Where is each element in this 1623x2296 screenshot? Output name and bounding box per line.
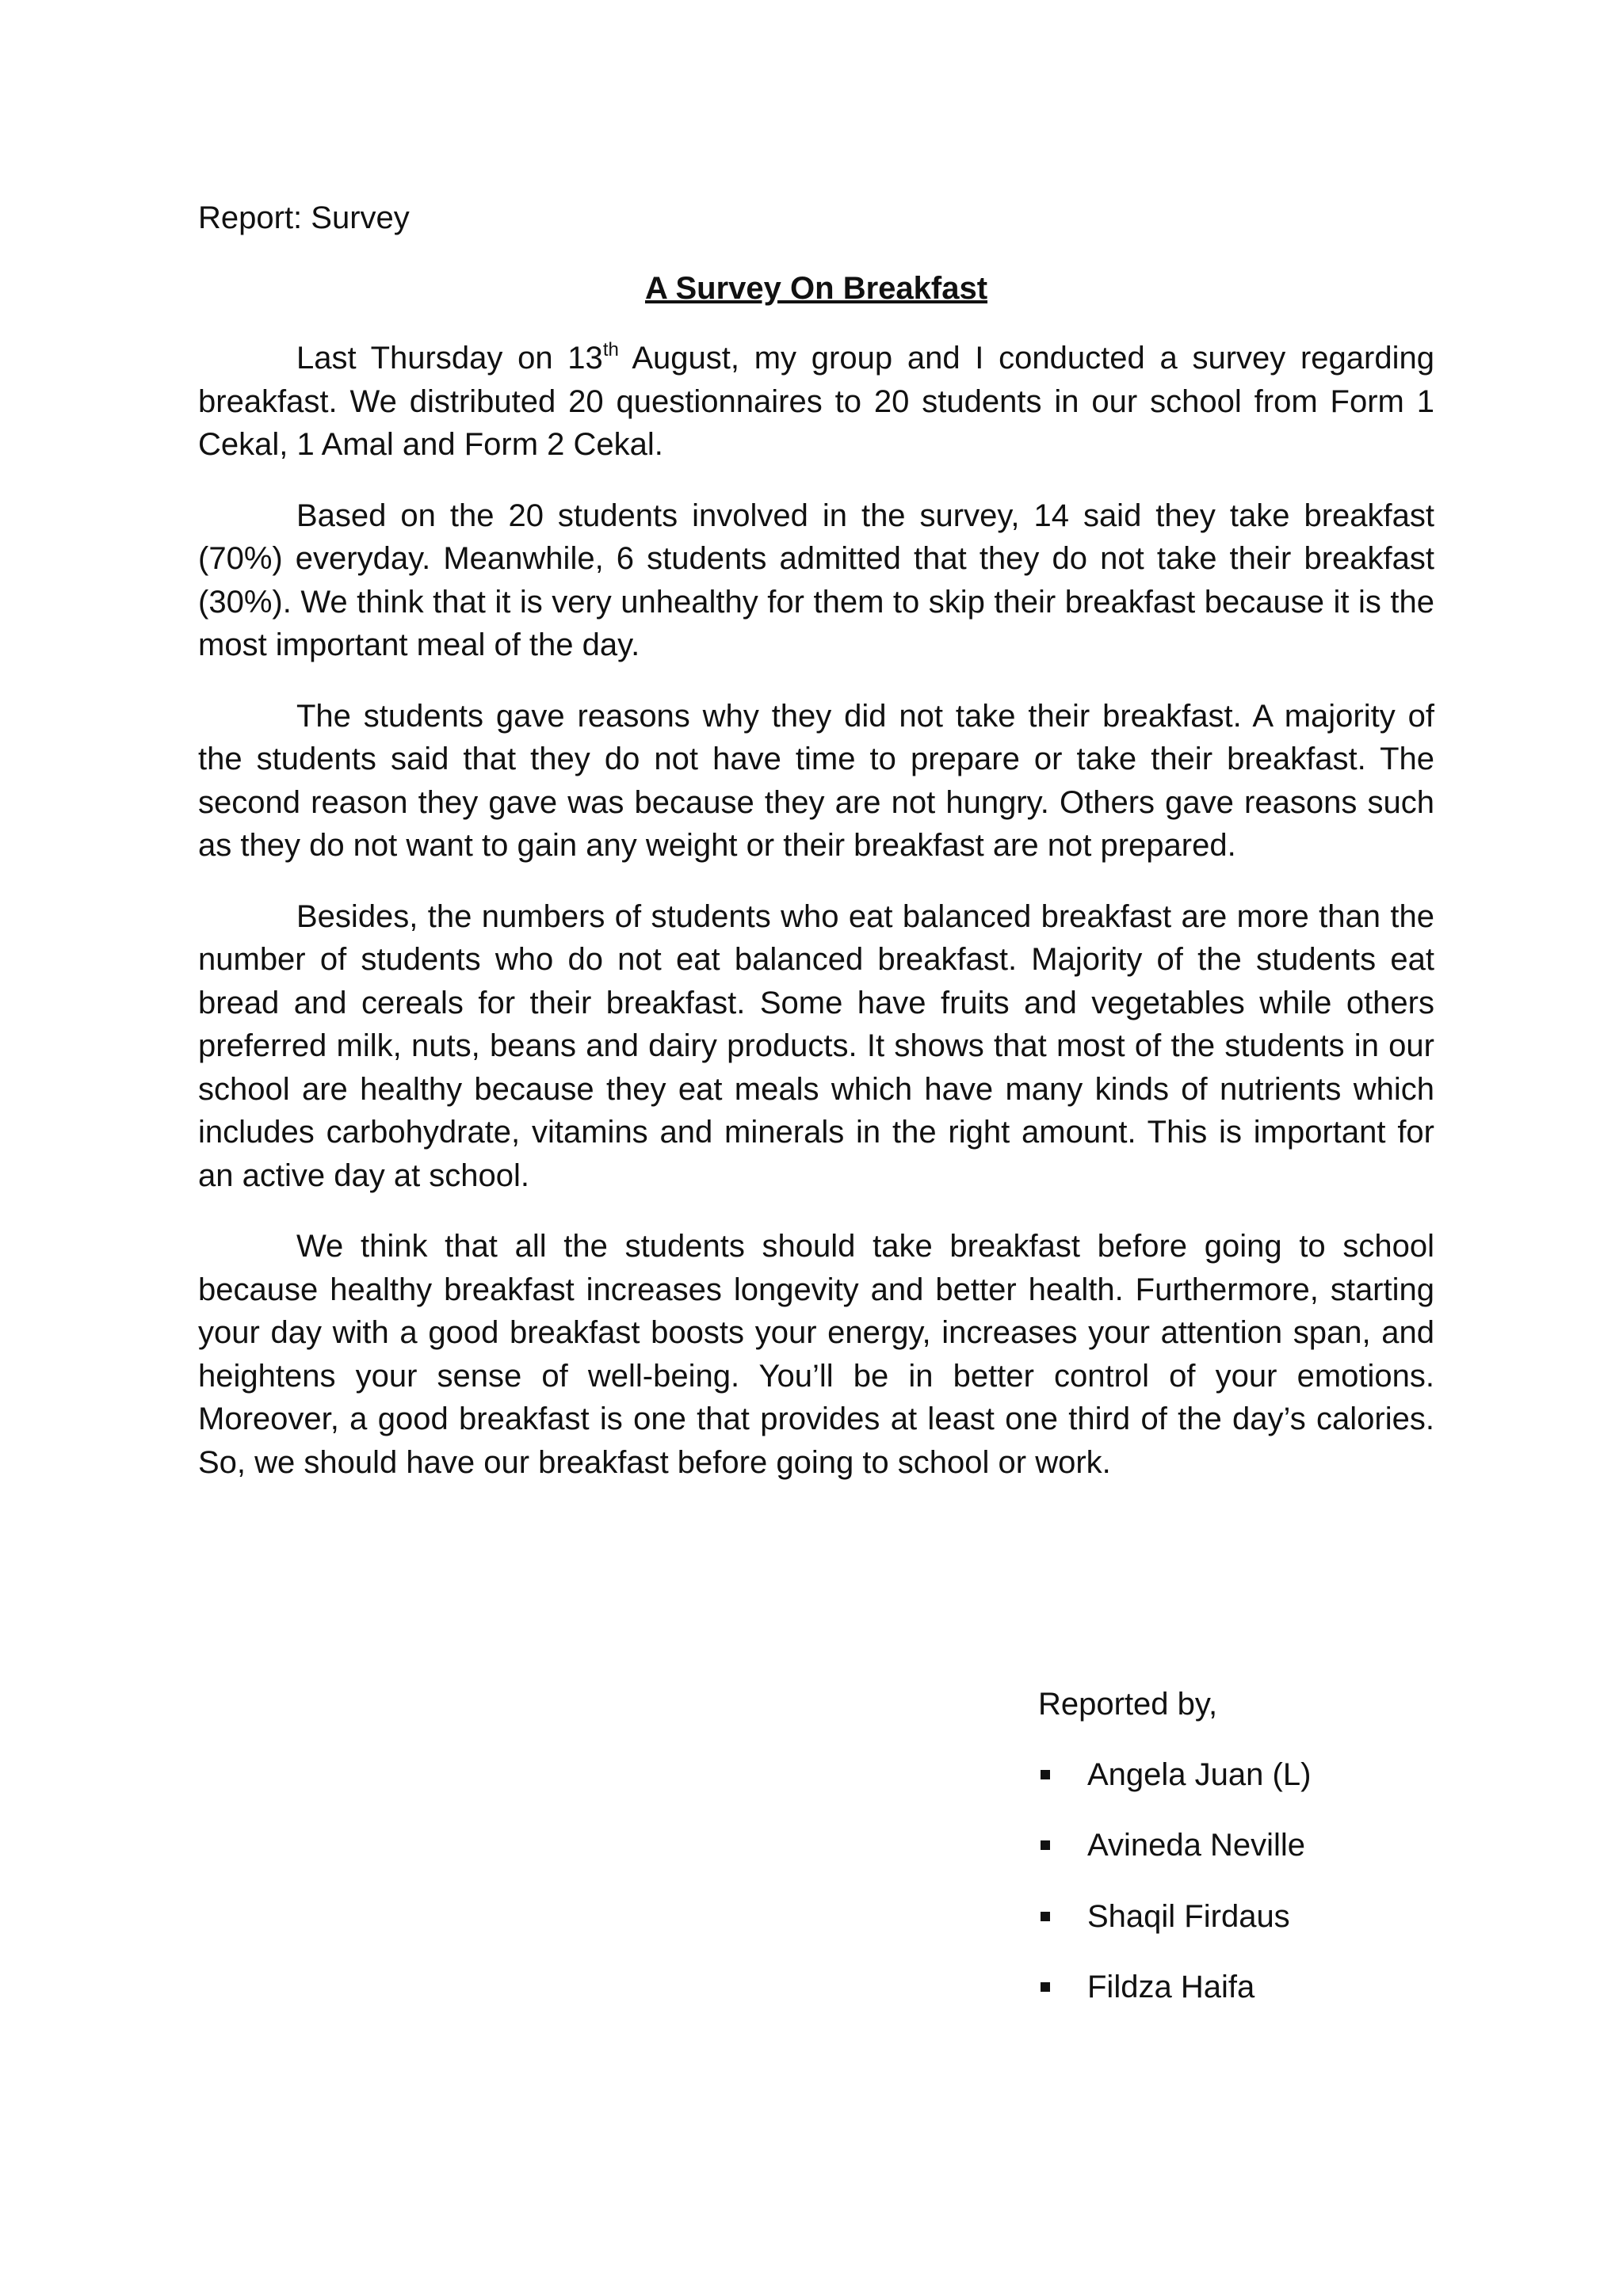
paragraph-survey-date bbox=[198, 337, 1434, 467]
reported-by-heading: Reported by, bbox=[1038, 1687, 1218, 1722]
paragraph-conclusion: We think that all the students should take breakfast before going to school because healthy breakfast increases longevity and better health. Furthermore, starting your day with a good breakfast boosts your energy, increases your attention span, and heightens your sense of well-being. You’ll be in better control of your emotions. Moreover, a good breakfast is one that provides at least one third of the day’s calories. So, we should have our breakfast before going to school or work. bbox=[198, 1229, 1434, 1480]
square-bullet-icon bbox=[1041, 1912, 1050, 1921]
reporter-name: Shaqil Firdaus bbox=[1087, 1898, 1290, 1934]
paragraph-survey-date-end: August, my group and I conducted a survey regarding breakfast. We distributed 20 questionnaires to 20 students in our school from Form 1 Cekal, 1 Amal and Form 2 Cekal. bbox=[198, 341, 1434, 462]
reporter-item bbox=[1038, 1966, 1311, 2009]
reporters-section bbox=[1038, 1683, 1311, 2037]
reporter-list bbox=[1038, 1753, 1311, 2009]
report-type-label: Report: Survey bbox=[198, 200, 410, 235]
reporter-item bbox=[1038, 1824, 1311, 1867]
square-bullet-icon bbox=[1041, 1840, 1050, 1850]
paragraph-reasons: The students gave reasons why they did not take their breakfast. A majority of the students said that they do not have time to prepare or take their breakfast. The second reason they gave was because they are not hungry. Others gave reasons such as they do not want to gain any weight or their breakfast are not prepared. bbox=[198, 698, 1434, 863]
paragraph-survey-date-start: Last Thursday on 13 bbox=[296, 341, 603, 376]
square-bullet-icon bbox=[1041, 1982, 1050, 1992]
report-body bbox=[198, 196, 1434, 1512]
reporter-name: Fildza Haifa bbox=[1087, 1970, 1255, 2004]
reporter-name: Avineda Neville bbox=[1087, 1828, 1305, 1863]
reporter-name: Angela Juan (L) bbox=[1087, 1756, 1312, 1792]
report-title: A Survey On Breakfast bbox=[644, 270, 988, 306]
reporter-item bbox=[1038, 1753, 1311, 1797]
square-bullet-icon bbox=[1041, 1770, 1050, 1779]
reporter-item bbox=[1038, 1895, 1311, 1939]
paragraph-balanced-breakfast: Besides, the numbers of students who eat balanced breakfast are more than the number of students who do not eat balanced breakfast. Majority of the students eat bread and cereals for their breakfast. Some have fruits and vegetables while others preferred milk, nuts, beans and dairy products. It shows that most of the students in our school are healthy because they eat meals which have many kinds of nutrients which includes carbohydrate, vitamins and minerals in the right amount. This is important for an active day at school. bbox=[198, 898, 1434, 1193]
paragraph-results: Based on the 20 students involved in the survey, 14 said they take breakfast (70%) everyday. Meanwhile, 6 students admitted that they do not take their breakfast (30%). We think that it is very unhealthy for them to skip their breakfast because it is the most important meal of the day. bbox=[198, 498, 1434, 662]
ordinal-suffix: th bbox=[602, 339, 619, 360]
